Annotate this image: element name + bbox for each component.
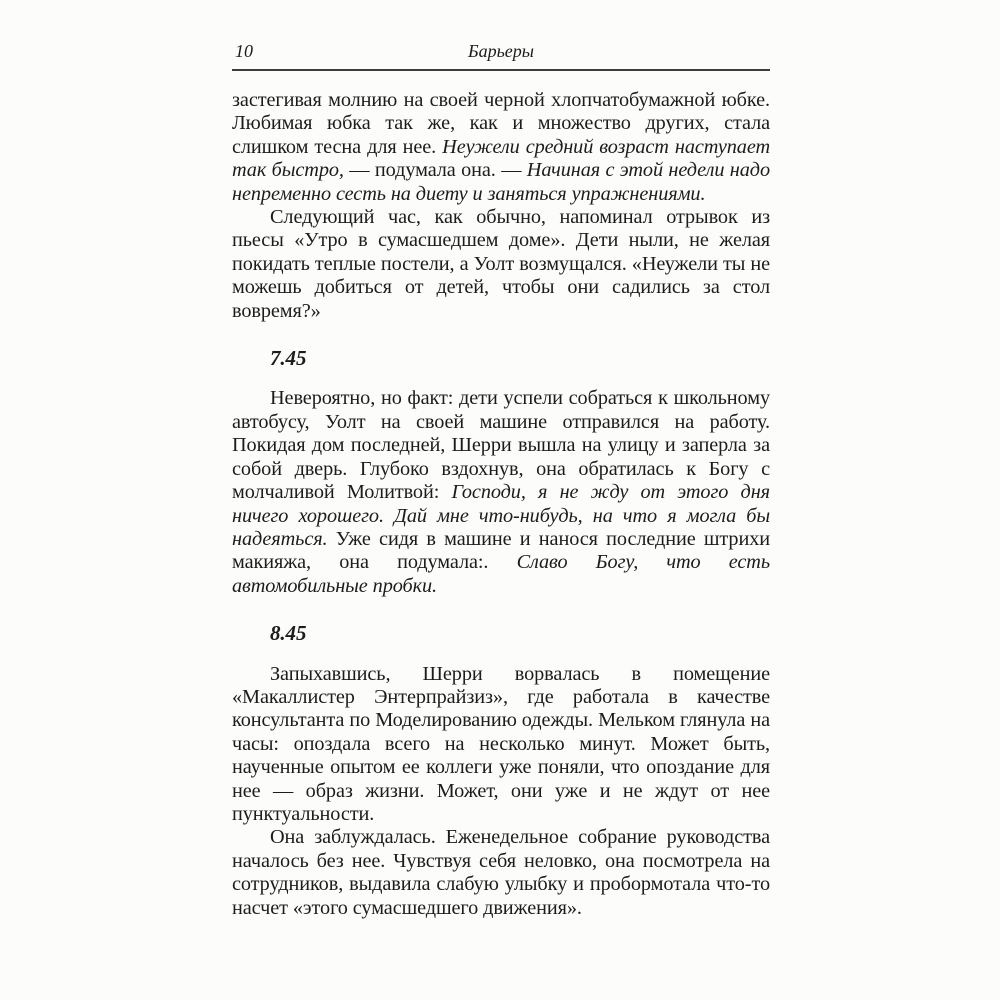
text-segment: Невероятно, но факт: дети успели собраться к школьному автобусу, Уолт на своей машине отправился на работу. Покидая дом последней, Шерри вышла на улицу и заперла за собой дверь. Глубоко вздохнув, она обратилась к Богу с молчаливой Молитвой: (232, 387, 770, 504)
inner-thought-italic: Неужели средний возраст наступает так быстро, (232, 135, 770, 182)
inner-thought-italic: Начиная с этой недели надо непременно сесть на диету и заняться упражнениями. (232, 159, 770, 205)
time-heading-845: 8.45 (270, 621, 307, 646)
paragraph (232, 826, 770, 920)
inner-thought-italic: Славо Богу, что есть автомобильные пробки. (232, 551, 770, 597)
body-text (232, 89, 770, 920)
running-title: Барьеры (468, 41, 534, 61)
paragraph (232, 663, 770, 827)
page-number: 10 (235, 41, 253, 61)
running-header (232, 42, 770, 71)
text-segment: Она заблуждалась. Еженедельное собрание руководства началось без нее. Чувствуя себя неловко, она посмотрела на сотрудников, выдавила слабую улыбку и пробормотала что-то насчет «этого сумасшедшего движения». (232, 826, 770, 919)
prayer-italic: Господи, я не жду от этого дня ничего хорошего. Дай мне что-нибудь, на что я могла бы надеяться. (232, 481, 770, 550)
text-segment: Уже сидя в машине и нанося последние штрихи макияжа, она подумала:. (232, 527, 770, 574)
time-heading-745: 7.45 (270, 346, 307, 371)
paragraph-continuation (232, 89, 770, 206)
text-segment: — подумала она. — (343, 159, 527, 182)
text-segment: Следующий час, как обычно, напоминал отрывок из пьесы «Утро в сумасшедшем доме». Дети ныли, не желая покидать теплые постели, а Уолт возмущался. «Неужели ты не можешь добиться от детей, чтобы они садились за стол вовремя?» (232, 206, 770, 322)
paragraph (232, 387, 770, 598)
text-column (232, 42, 770, 920)
text-segment: Запыхавшись, Шерри ворвалась в помещение «Макаллистер Энтерпрайзиз», где работала в качестве консультанта по Моделированию одежды. Мельком глянула на часы: опоздала всего на несколько минут. Может быть, наученные опытом ее коллеги уже поняли, что опоздание для нее — образ жизни. Может, они уже и не ждут от нее пунктуальности. (232, 662, 770, 825)
text-segment: застегивая молнию на своей черной хлопчатобумажной юбке. Любимая юбка так же, как и множество других, стала слишком тесна для нее. (232, 89, 770, 158)
paragraph (232, 206, 770, 323)
